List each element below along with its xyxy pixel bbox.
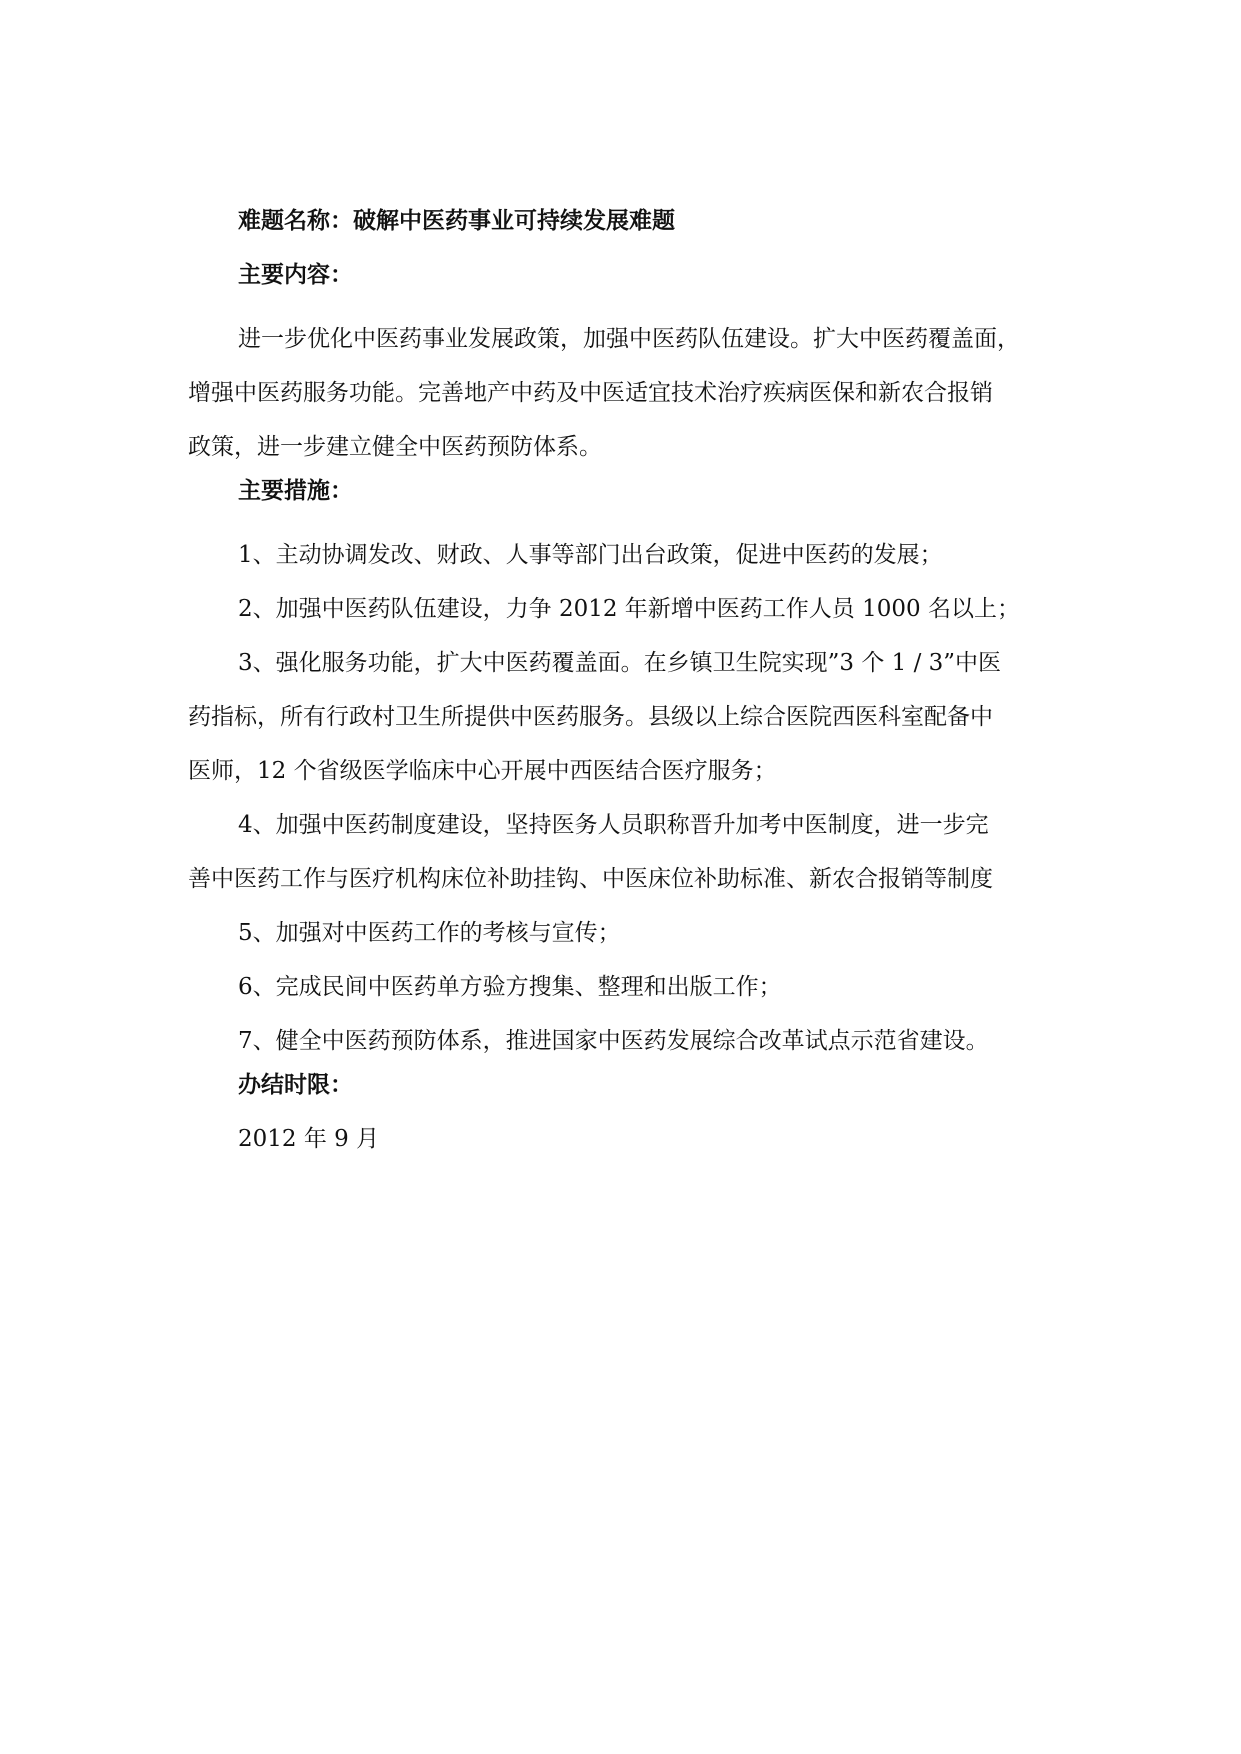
deadline-heading: 办结时限： (238, 1072, 353, 1098)
measure-line: 7、健全中医药预防体系，推进国家中医药发展综合改革试点示范省建设。 (238, 1028, 989, 1054)
problem-title-label: 难题名称： (238, 208, 353, 234)
content-line: 政策，进一步建立健全中医药预防体系。 (188, 434, 602, 460)
measure-item-2 (188, 582, 1088, 636)
measures-heading: 主要措施： (238, 478, 353, 504)
measure-line: 医师，12 个省级医学临床中心开展中西医结合医疗服务； (188, 758, 777, 784)
problem-title-value: 破解中医药事业可持续发展难题 (353, 208, 675, 234)
content-heading: 主要内容： (238, 262, 353, 288)
content-line: 进一步优化中医药事业发展政策，加强中医药队伍建设。扩大中医药覆盖面， (238, 326, 1020, 352)
measure-item-6 (188, 960, 1088, 1014)
measure-item-1 (188, 528, 1088, 582)
measure-item-5 (188, 906, 1088, 960)
measure-line: 药指标，所有行政村卫生所提供中医药服务。县级以上综合医院西医科室配备中 (188, 704, 993, 730)
measure-line: 4、加强中医药制度建设，坚持医务人员职称晋升加考中医制度，进一步完 (238, 812, 989, 838)
measure-line: 3、强化服务功能，扩大中医药覆盖面。在乡镇卫生院实现”3 个 1 / 3”中医 (238, 650, 1002, 676)
measure-line: 1、主动协调发改、财政、人事等部门出台政策，促进中医药的发展； (238, 542, 943, 568)
content-line: 增强中医药服务功能。完善地产中药及中医适宜技术治疗疾病医保和新农合报销 (188, 380, 993, 406)
problem-title (188, 204, 1088, 238)
measure-line: 6、完成民间中医药单方验方搜集、整理和出版工作； (238, 974, 782, 1000)
measure-line: 2、加强中医药队伍建设，力争 2012 年新增中医药工作人员 1000 名以上； (238, 596, 1020, 622)
measure-line: 5、加强对中医药工作的考核与宣传； (238, 920, 621, 946)
deadline-value: 2012 年 9 月 (238, 1126, 380, 1152)
measure-item-4 (188, 798, 1088, 906)
measure-item-7 (188, 1014, 1088, 1068)
content-paragraph (188, 312, 1088, 474)
measure-item-3 (188, 636, 1088, 798)
measure-line: 善中医药工作与医疗机构床位补助挂钩、中医床位补助标准、新农合报销等制度 (188, 866, 993, 892)
document-page (188, 204, 1088, 1176)
